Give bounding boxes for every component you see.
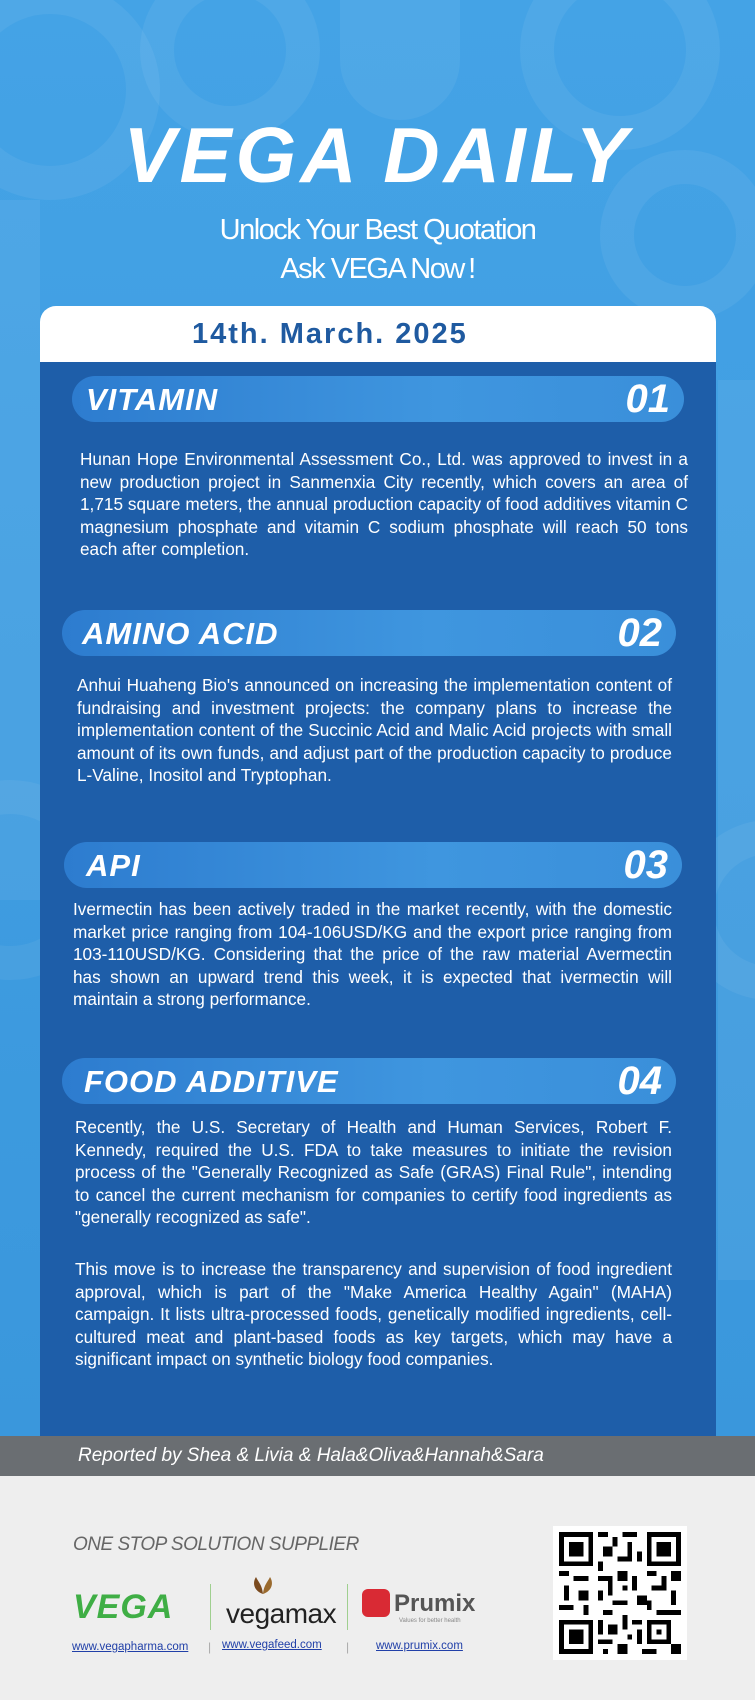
section-paragraph: Ivermectin has been actively traded in the market recently, with the domestic market price ranging from 104-106USD/KG and the export price ranging from 103-110USD/KG. Considering that the price of the raw material Avermectin has shown an upward trend this week, it is expected that ivermectin will maintain a strong performance. — [73, 899, 672, 1010]
link-vegafeed[interactable]: www.vegafeed.com — [222, 1639, 322, 1651]
news-panel — [40, 362, 716, 1436]
reporter-bar — [0, 1436, 755, 1476]
vega-logo: VEGA — [73, 1588, 174, 1626]
section-header-vitamin — [72, 376, 684, 422]
section-number: 03 — [623, 843, 668, 887]
logo-divider — [210, 1584, 211, 1630]
section-header-food-additive — [62, 1058, 676, 1104]
section-title: FOOD ADDITIVE — [84, 1064, 339, 1099]
link-prumix[interactable]: www.prumix.com — [376, 1640, 463, 1652]
date-bar — [40, 306, 716, 362]
date-text: 14th. March. 2025 — [192, 318, 468, 350]
qr-code[interactable] — [553, 1526, 687, 1660]
prumix-logo — [362, 1590, 475, 1619]
section-paragraph: Hunan Hope Environmental Assessment Co., Ltd. was approved to invest in a new production project in Sanmenxia City recently, which covers an area of 1,715 square meters, the annual production capacity of food additives vitamin C magnesium phosphate and vitamin C sodium phosphate will reach 50 tons each after completion. — [80, 449, 688, 560]
prumix-logo-text: Prumix — [394, 1590, 476, 1617]
prumix-slogan: Values for better health — [399, 1618, 461, 1624]
qr-code-icon — [559, 1532, 681, 1654]
leaf-icon — [250, 1575, 276, 1595]
section-title: AMINO ACID — [82, 616, 279, 651]
tagline: ONE STOP SOLUTION SUPPLIER — [73, 1534, 359, 1555]
vegamax-logo-text: vegamax — [226, 1598, 337, 1629]
subtitle-line-1: Unlock Your Best Quotation — [219, 214, 536, 246]
section-title: API — [86, 848, 141, 883]
page-title: VEGA DAILY — [123, 111, 632, 199]
section-paragraph: Anhui Huaheng Bio's announced on increasing the implementation content of fundraising and investment projects: the company plans to increase the implementation content of the Succinic Acid and Malic Acid projects with small amount of its own funds, and adjust part of the production capacity to produce L-Valine, Inositol and Tryptophan. — [77, 675, 672, 786]
section-title: VITAMIN — [86, 382, 219, 417]
section-paragraph: Recently, the U.S. Secretary of Health and Human Services, Robert F. Kennedy, required the U.S. FDA to take measures to initiate the revision process of the "Generally Recognized as Safe (GRAS) Final Rule", intending to cancel the current mechanism for companies to certify food ingredients as "generally recognized as safe". — [75, 1117, 672, 1228]
logo-divider — [347, 1584, 348, 1630]
section-header-amino-acid — [62, 610, 676, 656]
section-header-api — [64, 842, 682, 888]
section-number: 02 — [617, 611, 662, 655]
reporter-text: Reported by Shea & Livia & Hala&Oliva&Hannah&Sara — [78, 1445, 544, 1466]
footer — [0, 1476, 755, 1700]
link-separator: | — [208, 1640, 212, 1654]
section-number: 01 — [625, 377, 670, 421]
vegamax-logo — [226, 1598, 336, 1630]
section-paragraph: This move is to increase the transparency and supervision of food ingredient approval, which is part of the "Make America Healthy Again" (MAHA) campaign. It lists ultra-processed foods, genetically modified ingredients, cell-cultured meat and plant-based foods as key targets, which may have a significant impact on synthetic biology food companies. — [75, 1259, 672, 1370]
section-number: 04 — [617, 1059, 662, 1103]
prumix-logo-icon — [362, 1589, 390, 1617]
subtitle-line-2: Ask VEGA Now ! — [280, 253, 475, 285]
link-separator: | — [346, 1640, 350, 1654]
bg-decor — [340, 0, 460, 120]
link-vegapharma[interactable]: www.vegapharma.com — [72, 1641, 189, 1653]
